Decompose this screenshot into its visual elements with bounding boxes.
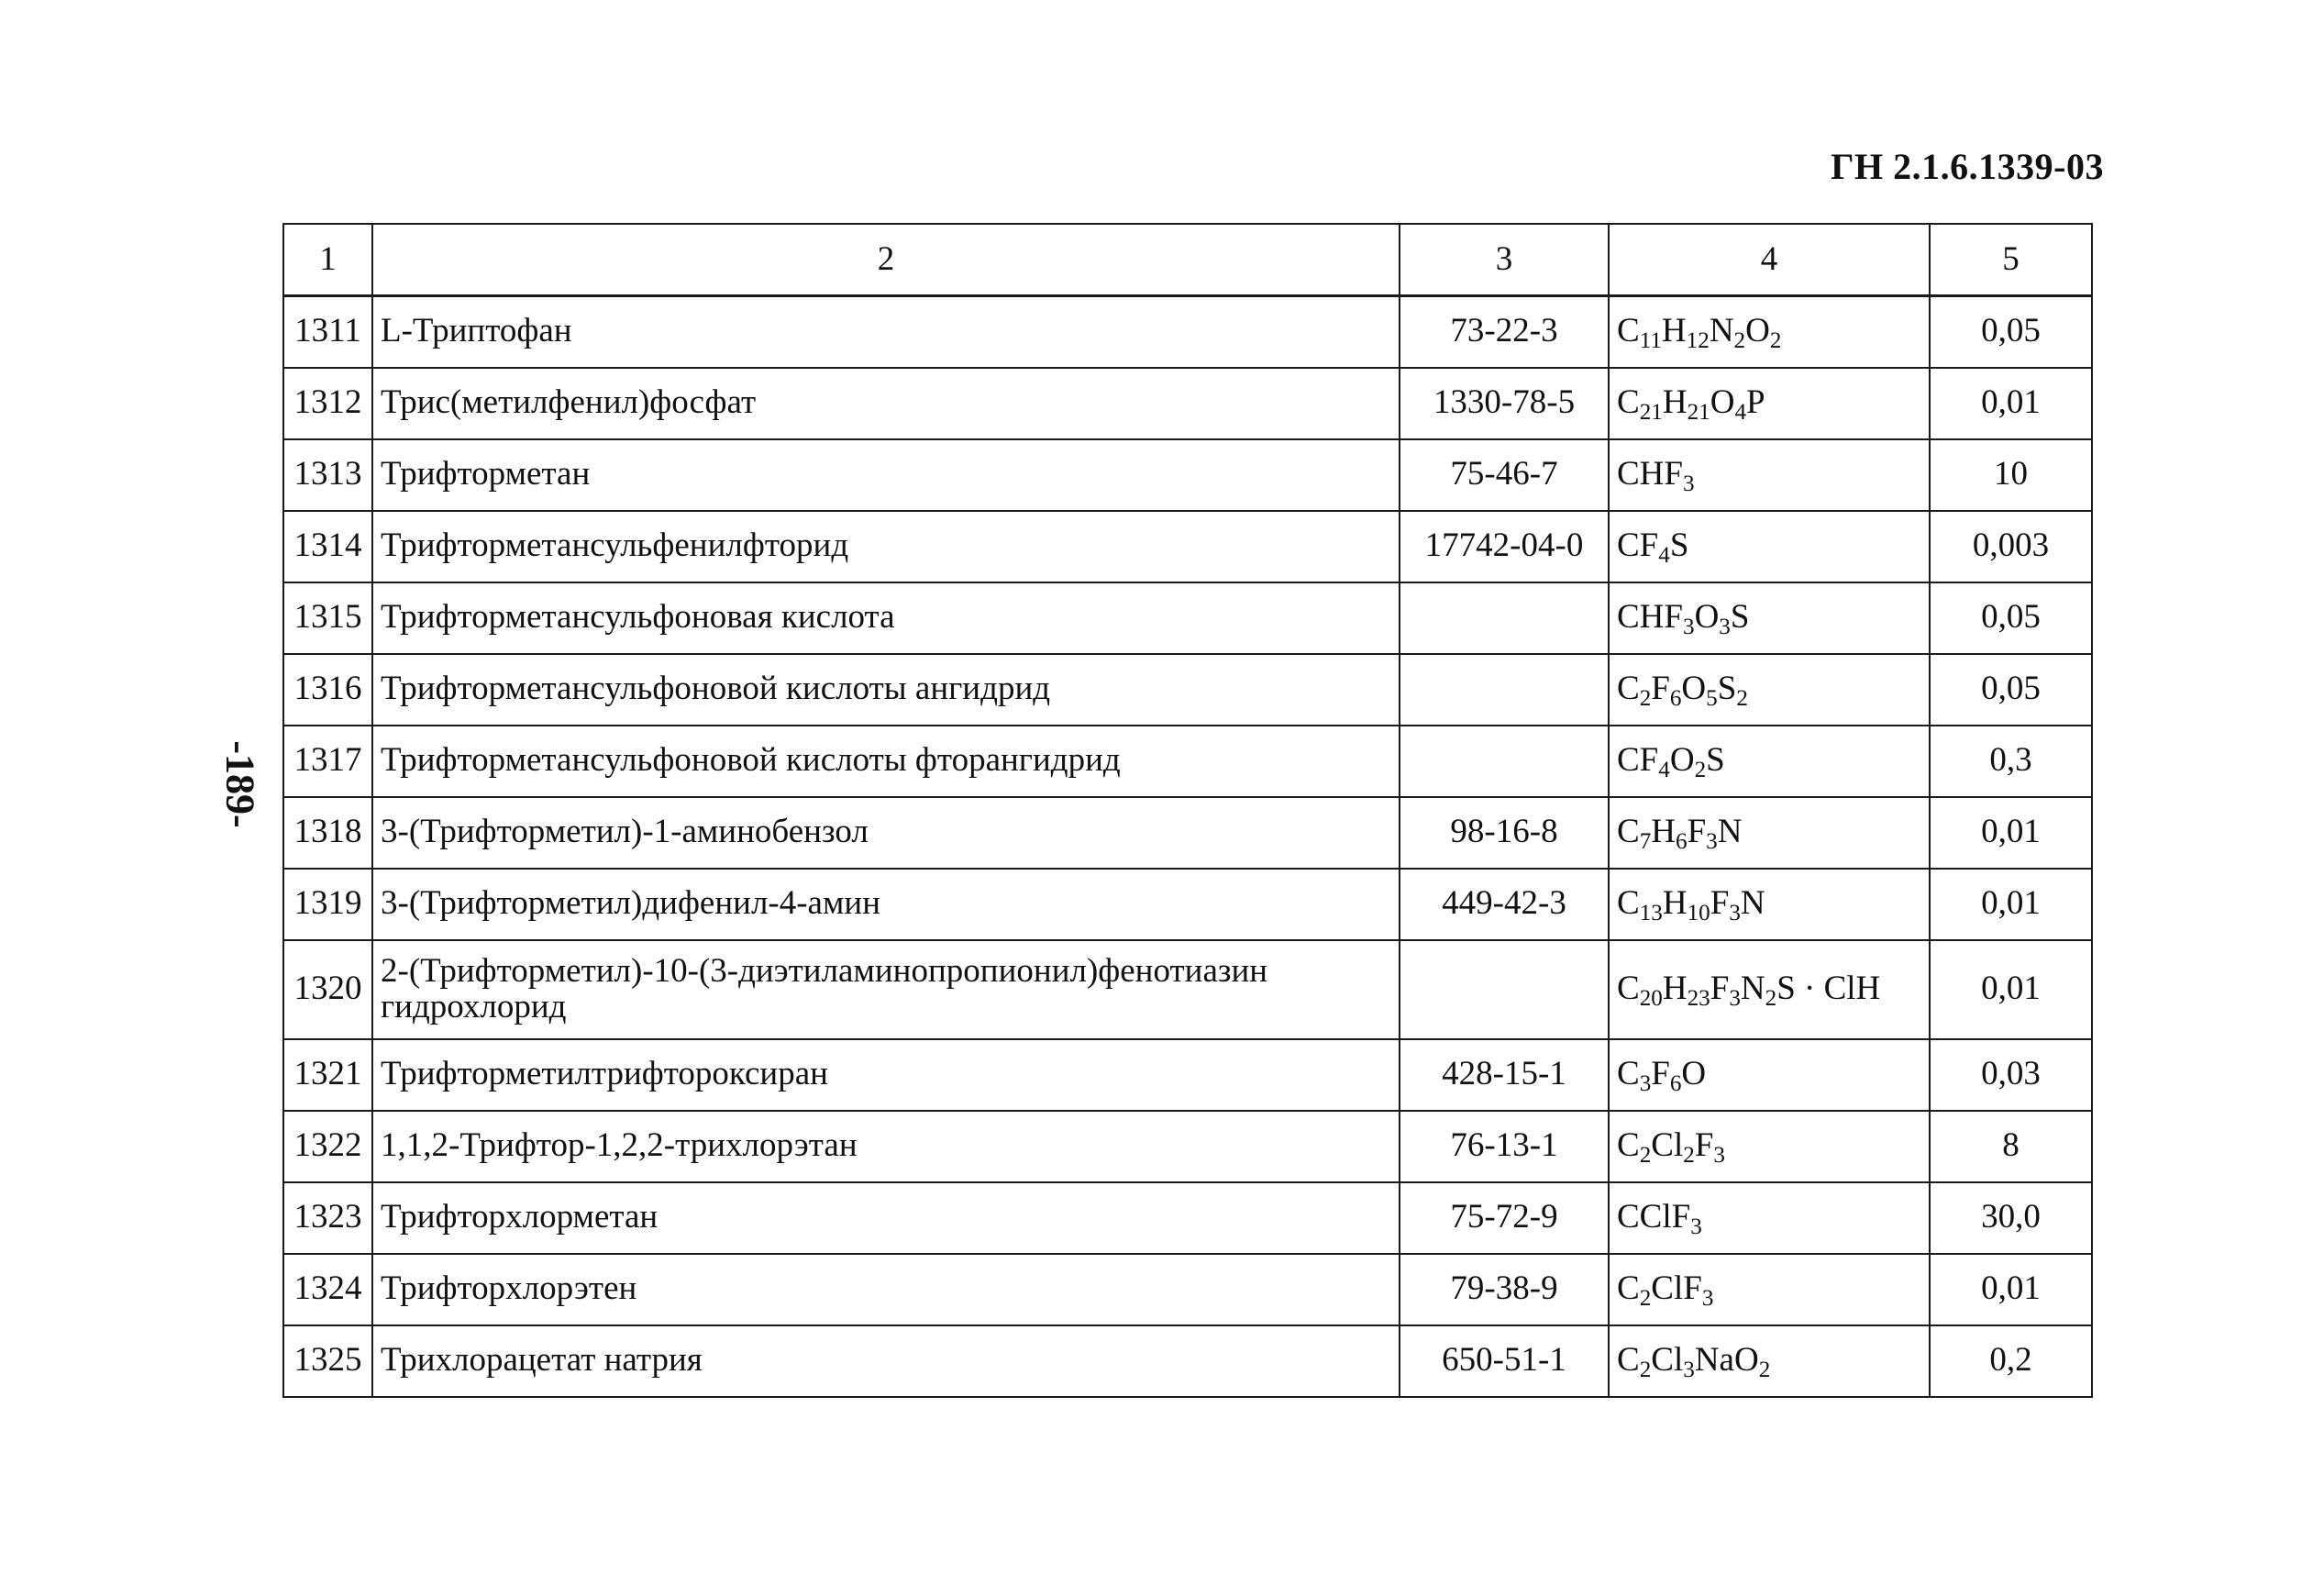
limit-value: 0,05 bbox=[1930, 296, 2092, 368]
limit-value: 0,01 bbox=[1930, 1254, 2092, 1325]
formula-element: H bbox=[1651, 813, 1676, 851]
cas-number: 75-46-7 bbox=[1400, 439, 1609, 511]
formula-subscript: 2 bbox=[1639, 686, 1652, 712]
cas-number bbox=[1400, 654, 1609, 726]
row-number: 1323 bbox=[283, 1182, 372, 1254]
formula-element: O bbox=[1745, 312, 1770, 350]
formula-subscript: 3 bbox=[1683, 1358, 1695, 1383]
formula-subscript: 23 bbox=[1687, 986, 1710, 1012]
chemical-formula bbox=[1609, 368, 1930, 439]
formula-subscript: 2 bbox=[1736, 686, 1748, 712]
formula-element: F bbox=[1651, 670, 1670, 708]
formula-element: F bbox=[1710, 884, 1730, 923]
formula-element: C bbox=[1617, 1269, 1640, 1308]
cas-number: 650-51-1 bbox=[1400, 1325, 1609, 1397]
formula-element: O bbox=[1710, 383, 1735, 422]
table-row bbox=[283, 1111, 2092, 1182]
formula-element: C bbox=[1617, 970, 1640, 1008]
formula-element: N bbox=[1740, 884, 1765, 923]
formula-element: C bbox=[1617, 1126, 1640, 1165]
formula-subscript: 11 bbox=[1639, 328, 1662, 354]
formula-element: H bbox=[1661, 312, 1687, 350]
table-row bbox=[283, 511, 2092, 582]
formula-subscript: 13 bbox=[1639, 901, 1663, 926]
formula-element: CHF bbox=[1617, 455, 1683, 493]
substance-name: Трифторхлорэтен bbox=[372, 1254, 1400, 1325]
formula-subscript: 2 bbox=[1769, 328, 1782, 354]
formula-element: F bbox=[1710, 970, 1730, 1008]
table-row bbox=[283, 940, 2092, 1039]
formula-subscript: 3 bbox=[1682, 615, 1695, 640]
formula-element: Cl bbox=[1651, 1341, 1684, 1380]
limit-value: 0,003 bbox=[1930, 511, 2092, 582]
limit-value: 0,01 bbox=[1930, 940, 2092, 1039]
formula-element: O bbox=[1681, 670, 1707, 708]
formula-element: CHF bbox=[1617, 598, 1683, 637]
formula-subscript: 2 bbox=[1683, 1143, 1695, 1169]
limit-value: 0,03 bbox=[1930, 1039, 2092, 1111]
formula-element: Cl bbox=[1651, 1126, 1684, 1165]
substance-name: 1,1,2-Трифтор-1,2,2-трихлорэтан bbox=[372, 1111, 1400, 1182]
formula-element: N bbox=[1709, 312, 1734, 350]
formula-subscript: 4 bbox=[1658, 543, 1670, 569]
formula-subscript: 3 bbox=[1706, 829, 1718, 855]
limit-value: 0,01 bbox=[1930, 368, 2092, 439]
limit-value: 10 bbox=[1930, 439, 2092, 511]
column-header-5: 5 bbox=[1930, 224, 2092, 296]
limit-value: 0,05 bbox=[1930, 654, 2092, 726]
table-row bbox=[283, 654, 2092, 726]
formula-subscript: 3 bbox=[1729, 986, 1741, 1012]
formula-subscript: 2 bbox=[1639, 1286, 1652, 1312]
row-number: 1313 bbox=[283, 439, 372, 511]
formula-element: N bbox=[1740, 970, 1765, 1008]
formula-subscript: 3 bbox=[1713, 1143, 1725, 1169]
table-row bbox=[283, 582, 2092, 654]
row-number: 1317 bbox=[283, 726, 372, 797]
formula-subscript: 3 bbox=[1682, 471, 1695, 497]
column-header-4: 4 bbox=[1609, 224, 1930, 296]
table-row bbox=[283, 797, 2092, 869]
row-number: 1315 bbox=[283, 582, 372, 654]
formula-element: ClF bbox=[1651, 1269, 1702, 1308]
substance-name: 3-(Трифторметил)дифенил-4-амин bbox=[372, 869, 1400, 940]
page-number: -189- bbox=[217, 740, 263, 828]
row-number: 1320 bbox=[283, 940, 372, 1039]
substance-name: Трифторхлорметан bbox=[372, 1182, 1400, 1254]
formula-element: C bbox=[1617, 1341, 1640, 1380]
table-row bbox=[283, 1325, 2092, 1397]
formula-element: H bbox=[1662, 884, 1688, 923]
chemical-formula bbox=[1609, 1254, 1930, 1325]
substance-name: Трифторметансульфоновой кислоты ангидрид bbox=[372, 654, 1400, 726]
chemical-formula bbox=[1609, 296, 1930, 368]
substance-name: Трихлорацетат натрия bbox=[372, 1325, 1400, 1397]
row-number: 1325 bbox=[283, 1325, 372, 1397]
row-number: 1316 bbox=[283, 654, 372, 726]
table-header-row bbox=[283, 224, 2092, 296]
limit-value: 0,05 bbox=[1930, 582, 2092, 654]
cas-number: 1330-78-5 bbox=[1400, 368, 1609, 439]
formula-subscript: 20 bbox=[1639, 986, 1663, 1012]
table-row bbox=[283, 869, 2092, 940]
formula-subscript: 6 bbox=[1676, 829, 1688, 855]
chemical-formula bbox=[1609, 1039, 1930, 1111]
formula-element: C bbox=[1617, 383, 1640, 422]
formula-subscript: 2 bbox=[1765, 986, 1777, 1012]
formula-subscript: 6 bbox=[1669, 1071, 1682, 1097]
formula-element: C bbox=[1617, 312, 1640, 350]
substance-name: 2-(Трифторметил)-10-(3-диэтиламинопропионил)фенотиазин гидрохлорид bbox=[372, 940, 1400, 1039]
cas-number: 73-22-3 bbox=[1400, 296, 1609, 368]
formula-element: F bbox=[1694, 1126, 1714, 1165]
chemical-formula bbox=[1609, 940, 1930, 1039]
cas-number: 449-42-3 bbox=[1400, 869, 1609, 940]
table-row bbox=[283, 726, 2092, 797]
formula-element: F bbox=[1687, 813, 1707, 851]
limit-value: 0,3 bbox=[1930, 726, 2092, 797]
formula-element: CF bbox=[1617, 741, 1659, 780]
formula-subscript: 12 bbox=[1686, 328, 1710, 354]
cas-number bbox=[1400, 940, 1609, 1039]
formula-element: NaO bbox=[1694, 1341, 1759, 1380]
row-number: 1311 bbox=[283, 296, 372, 368]
substances-table bbox=[282, 223, 2093, 1398]
substance-name: L-Триптофан bbox=[372, 296, 1400, 368]
formula-subscript: 7 bbox=[1639, 829, 1652, 855]
formula-subscript: 2 bbox=[1694, 758, 1707, 783]
chemical-formula bbox=[1609, 869, 1930, 940]
substance-name: Трифторметилтрифтороксиран bbox=[372, 1039, 1400, 1111]
limit-value: 8 bbox=[1930, 1111, 2092, 1182]
table-row bbox=[283, 296, 2092, 368]
formula-subscript: 2 bbox=[1639, 1143, 1652, 1169]
limit-value: 0,2 bbox=[1930, 1325, 2092, 1397]
formula-subscript: 3 bbox=[1639, 1071, 1652, 1097]
formula-element: S bbox=[1706, 741, 1725, 780]
substance-name: Трифторметансульфенилфторид bbox=[372, 511, 1400, 582]
limit-value: 30,0 bbox=[1930, 1182, 2092, 1254]
table-row bbox=[283, 1182, 2092, 1254]
cas-number: 75-72-9 bbox=[1400, 1182, 1609, 1254]
formula-element: H bbox=[1662, 970, 1688, 1008]
chemical-formula bbox=[1609, 797, 1930, 869]
chemical-formula bbox=[1609, 1111, 1930, 1182]
formula-element: S bbox=[1717, 670, 1737, 708]
formula-subscript: 2 bbox=[1639, 1358, 1652, 1383]
substance-name: Трифторметансульфоновая кислота bbox=[372, 582, 1400, 654]
row-number: 1319 bbox=[283, 869, 372, 940]
formula-element: P bbox=[1746, 383, 1765, 422]
formula-element: N bbox=[1717, 813, 1743, 851]
formula-subscript: 3 bbox=[1719, 615, 1731, 640]
row-number: 1312 bbox=[283, 368, 372, 439]
row-number: 1322 bbox=[283, 1111, 372, 1182]
table-row bbox=[283, 368, 2092, 439]
limit-value: 0,01 bbox=[1930, 797, 2092, 869]
row-number: 1314 bbox=[283, 511, 372, 582]
formula-element: O bbox=[1681, 1055, 1707, 1093]
formula-element: S bbox=[1730, 598, 1750, 637]
column-header-1: 1 bbox=[283, 224, 372, 296]
formula-element: C bbox=[1617, 1055, 1640, 1093]
substance-name: Трифторметансульфоновой кислоты фторангидрид bbox=[372, 726, 1400, 797]
cas-number bbox=[1400, 582, 1609, 654]
formula-element: CClF bbox=[1617, 1198, 1691, 1236]
substance-name: 3-(Трифторметил)-1-аминобензол bbox=[372, 797, 1400, 869]
table-row bbox=[283, 1254, 2092, 1325]
row-number: 1318 bbox=[283, 797, 372, 869]
cas-number: 98-16-8 bbox=[1400, 797, 1609, 869]
formula-element: C bbox=[1617, 884, 1640, 923]
cas-number: 76-13-1 bbox=[1400, 1111, 1609, 1182]
chemical-formula bbox=[1609, 511, 1930, 582]
limit-value: 0,01 bbox=[1930, 869, 2092, 940]
table-row bbox=[283, 439, 2092, 511]
formula-subscript: 3 bbox=[1690, 1214, 1702, 1240]
cas-number bbox=[1400, 726, 1609, 797]
formula-element: CF bbox=[1617, 526, 1659, 565]
formula-subscript: 4 bbox=[1734, 400, 1747, 426]
formula-subscript: 21 bbox=[1687, 400, 1710, 426]
formula-subscript: 2 bbox=[1758, 1358, 1771, 1383]
chemical-formula bbox=[1609, 439, 1930, 511]
document-code: ГН 2.1.6.1339-03 bbox=[1831, 146, 2104, 187]
cas-number: 428-15-1 bbox=[1400, 1039, 1609, 1111]
formula-element: S bbox=[1669, 526, 1689, 565]
formula-element: C bbox=[1617, 670, 1640, 708]
column-header-2: 2 bbox=[372, 224, 1400, 296]
formula-element: O bbox=[1669, 741, 1695, 780]
formula-subscript: 10 bbox=[1687, 901, 1710, 926]
formula-element: O bbox=[1694, 598, 1720, 637]
formula-subscript: 3 bbox=[1701, 1286, 1714, 1312]
chemical-formula bbox=[1609, 1182, 1930, 1254]
formula-element: S · ClH bbox=[1776, 970, 1881, 1008]
formula-subscript: 2 bbox=[1733, 328, 1746, 354]
substance-name: Трифторметан bbox=[372, 439, 1400, 511]
row-number: 1321 bbox=[283, 1039, 372, 1111]
chemical-formula bbox=[1609, 654, 1930, 726]
chemical-formula bbox=[1609, 726, 1930, 797]
chemical-formula bbox=[1609, 1325, 1930, 1397]
cas-number: 17742-04-0 bbox=[1400, 511, 1609, 582]
formula-subscript: 21 bbox=[1639, 400, 1663, 426]
formula-element: F bbox=[1651, 1055, 1670, 1093]
formula-element: H bbox=[1662, 383, 1688, 422]
table-body bbox=[283, 296, 2092, 1397]
substance-name: Трис(метилфенил)фосфат bbox=[372, 368, 1400, 439]
formula-subscript: 5 bbox=[1706, 686, 1718, 712]
formula-subscript: 4 bbox=[1658, 758, 1670, 783]
row-number: 1324 bbox=[283, 1254, 372, 1325]
formula-subscript: 3 bbox=[1729, 901, 1741, 926]
chemical-formula bbox=[1609, 582, 1930, 654]
table-row bbox=[283, 1039, 2092, 1111]
cas-number: 79-38-9 bbox=[1400, 1254, 1609, 1325]
formula-element: C bbox=[1617, 813, 1640, 851]
column-header-3: 3 bbox=[1400, 224, 1609, 296]
formula-subscript: 6 bbox=[1669, 686, 1682, 712]
